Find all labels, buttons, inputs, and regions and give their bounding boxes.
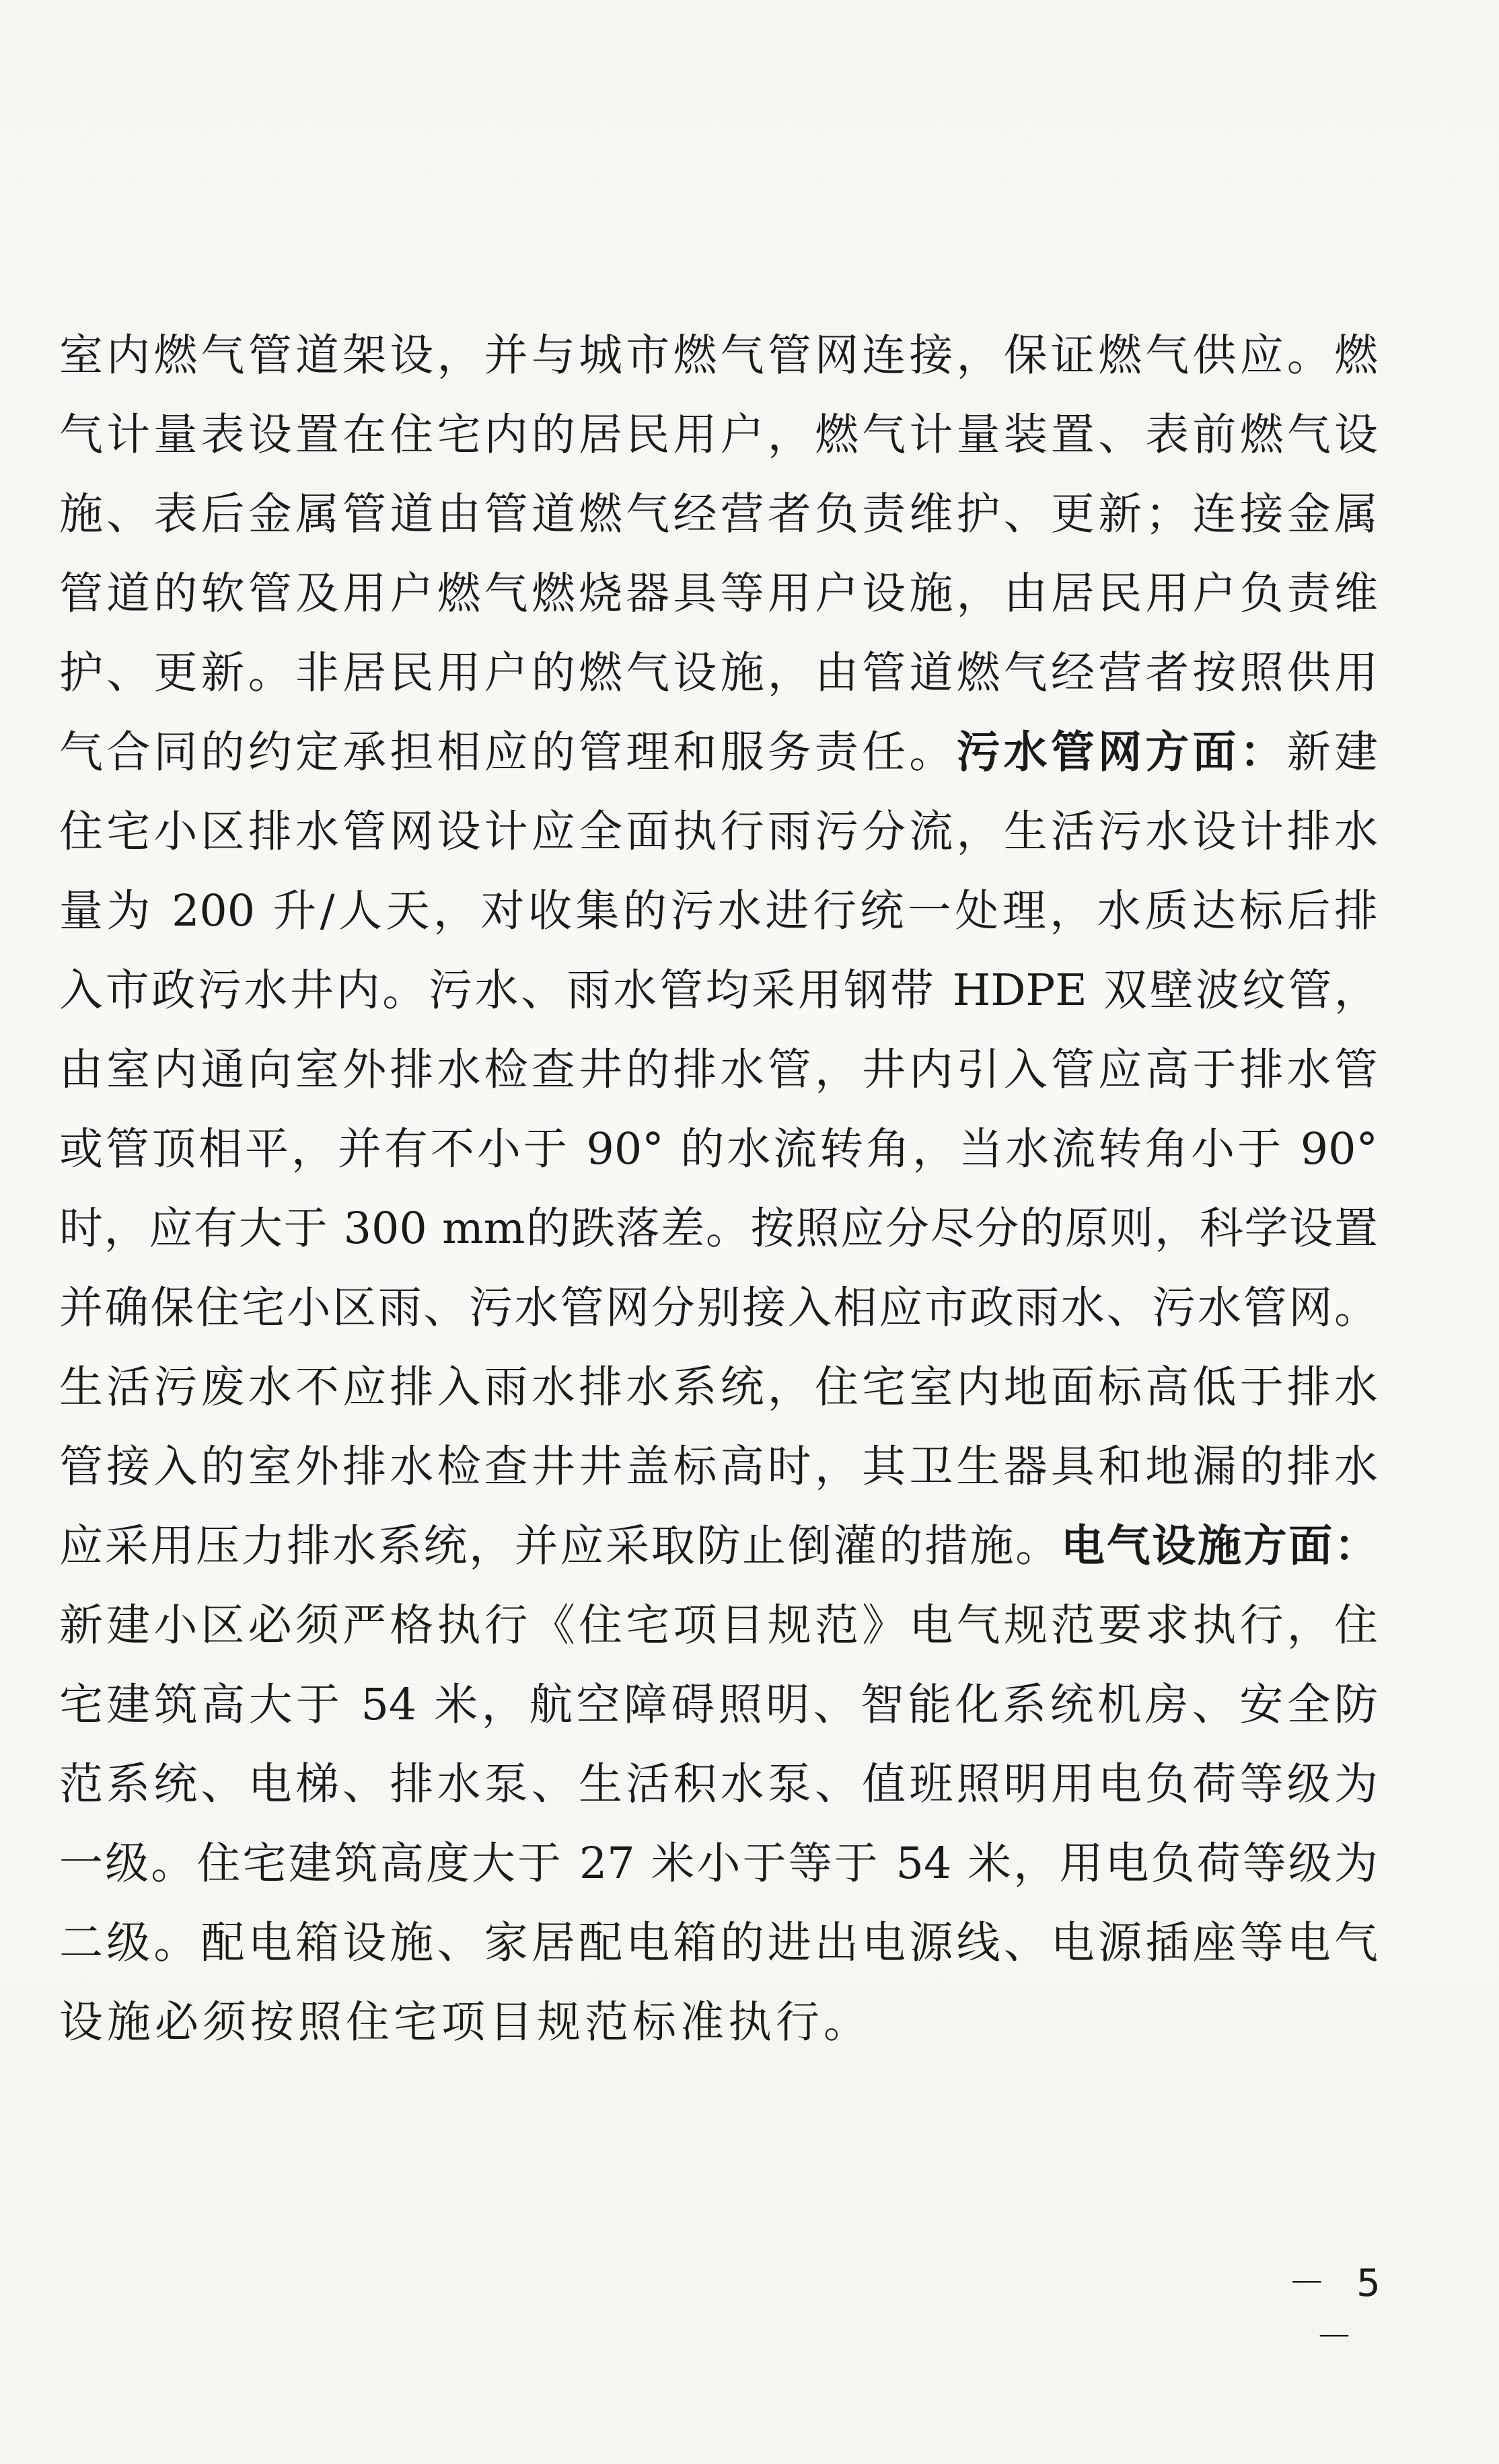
text-segment: 气合同的约定承担相应的管理和服务责任。 (59, 727, 957, 778)
text-line: 施、表后金属管道由管道燃气经营者负责维护、更新；连接金属 (59, 489, 1378, 539)
section-heading-sewage: 污水管网方面： (956, 727, 1287, 778)
text-line: 护、更新。非居民用户的燃气设施，由管道燃气经营者按照供用 (59, 648, 1378, 698)
text-line: 范系统、电梯、排水泵、生活积水泵、值班照明用电负荷等级为 (59, 1759, 1378, 1809)
text-line: 并确保住宅小区雨、污水管网分别接入相应市政雨水、污水管网。 (59, 1283, 1378, 1333)
text-line: 或管顶相平，并有不小于 90° 的水流转角，当水流转角小于 90° (59, 1124, 1378, 1174)
body-text (59, 316, 1378, 2062)
text-line: 设施必须按照住宅项目规范标准执行。 (59, 1997, 872, 2048)
text-line (59, 713, 1378, 792)
section-heading-electrical: 电气设施方面： (1060, 1521, 1378, 1571)
text-line: 生活污废水不应排入雨水排水系统，住宅室内地面标高低于排水 (59, 1362, 1378, 1413)
text-segment: 应采用压力排水系统，并应采取防止倒灌的措施。 (59, 1521, 1061, 1571)
text-line: 气计量表设置在住宅内的居民用户，燃气计量装置、表前燃气设 (59, 410, 1378, 460)
text-line: 由室内通向室外排水检查井的排水管，井内引入管应高于排水管 (59, 1045, 1378, 1095)
text-line: 时，应有大于 300 mm的跌落差。按照应分尽分的原则，科学设置 (59, 1203, 1378, 1254)
text-line: 量为 200 升/人天，对收集的污水进行统一处理，水质达标后排 (59, 886, 1378, 936)
text-line: 管接入的室外排水检查井井盖标高时，其卫生器具和地漏的排水 (59, 1442, 1378, 1492)
text-line: 宅建筑高大于 54 米，航空障碍照明、智能化系统机房、安全防 (59, 1680, 1378, 1730)
text-line: 室内燃气管道架设，并与城市燃气管网连接，保证燃气供应。燃 (59, 330, 1378, 381)
text-line (59, 1507, 1378, 1586)
text-line: 管道的软管及用户燃气燃烧器具等用户设施，由居民用户负责维 (59, 568, 1378, 619)
text-line: 二级。配电箱设施、家居配电箱的进出电源线、电源插座等电气 (59, 1918, 1378, 1968)
text-line: 新建小区必须严格执行《住宅项目规范》电气规范要求执行，住 (59, 1600, 1378, 1651)
text-segment: 新建 (1286, 727, 1378, 778)
text-line: 一级。住宅建筑高度大于 27 米小于等于 54 米，用电负荷等级为 (59, 1838, 1378, 1889)
text-line: 住宅小区排水管网设计应全面执行雨污分流，生活污水设计排水 (59, 807, 1378, 857)
page-number: － 5 － (1288, 2262, 1390, 2359)
text-line: 入市政污水井内。污水、雨水管均采用钢带 HDPE 双壁波纹管， (59, 965, 1378, 1016)
